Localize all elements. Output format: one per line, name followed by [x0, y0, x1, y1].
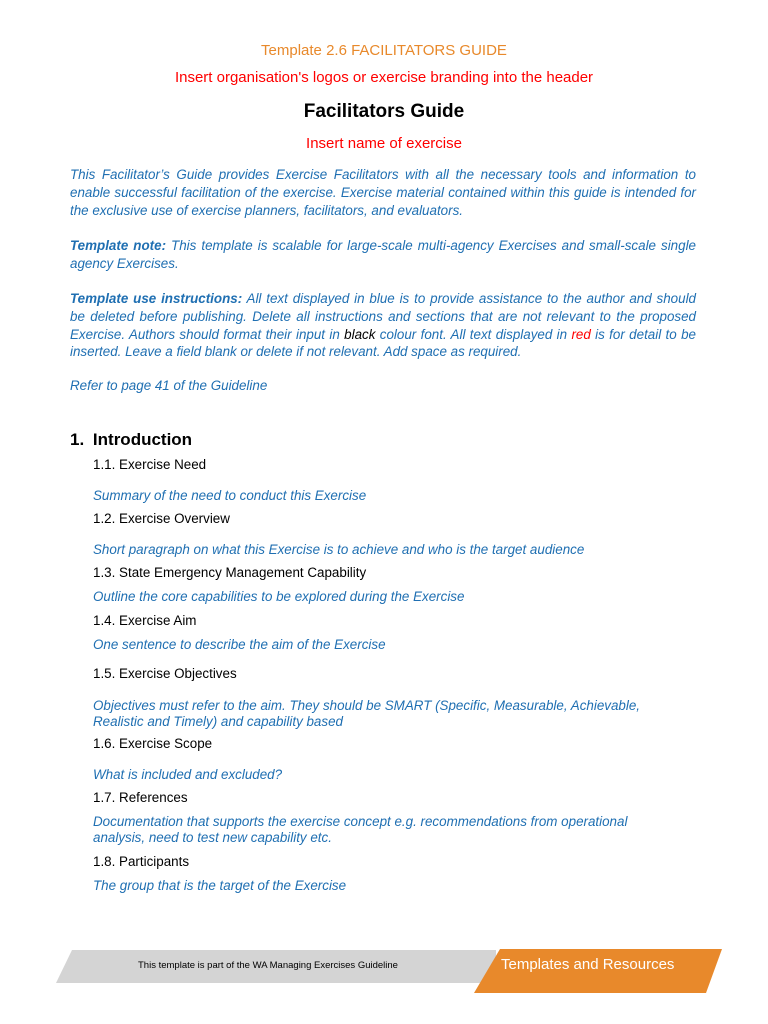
subsection-note-1-5: Objectives must refer to the aim. They should be SMART (Specific, Measurable, Achievable, Realistic and Timely) and capability based	[93, 698, 641, 729]
subsection-note-1-6: What is included and excluded?	[93, 767, 283, 782]
subsection-note-1-7: Documentation that supports the exercise concept e.g. recommendations from operational analysis, need to test new capability etc.	[93, 814, 628, 845]
subsection-title-1-2: 1.2. Exercise Overview	[93, 511, 230, 526]
instructions-word-red: red	[571, 326, 591, 342]
page-title: Facilitators Guide	[303, 101, 465, 122]
guideline-reference: Refer to page 41 of the Guideline	[70, 378, 268, 393]
exercise-name-placeholder: Insert name of exercise	[306, 135, 462, 152]
subsection-title-1-7: 1.7. References	[93, 790, 188, 805]
subsection-title-1-4: 1.4. Exercise Aim	[93, 613, 197, 628]
subsection-title-1-3: 1.3. State Emergency Management Capability	[93, 565, 367, 580]
template-instructions-label: Template use instructions:	[70, 291, 243, 306]
subsection-note-1-2: Short paragraph on what this Exercise is to achieve and who is the target audience	[93, 542, 585, 557]
subsection-title-1-1: 1.1. Exercise Need	[93, 457, 207, 472]
template-note-label: Template note:	[70, 238, 167, 253]
footer-badge-text: Templates and Resources	[501, 956, 675, 973]
template-label: Template 2.6 FACILITATORS GUIDE	[261, 42, 507, 59]
intro-paragraph: This Facilitator’s Guide provides Exercise Facilitators with all the necessary tools and information to enable successful facilitation of the exercise. Exercise material contained within this guide is intended for the exclusive use of exercise planners, facilitators, and evaluators.	[70, 167, 696, 218]
subsection-title-1-8: 1.8. Participants	[93, 854, 190, 869]
instructions-text-3: is for detail to be inserted. Leave a field blank or delete if not relevant. Add space as required.	[70, 326, 696, 360]
subsection-title-1-5: 1.5. Exercise Objectives	[93, 666, 237, 681]
section-number: 1.	[70, 430, 85, 449]
branding-instruction: Insert organisation's logos or exercise branding into the header	[174, 69, 594, 86]
instructions-text-2: colour font. All text displayed in	[375, 326, 572, 342]
subsection-title-1-6: 1.6. Exercise Scope	[93, 736, 213, 751]
subsection-note-1-4: One sentence to describe the aim of the Exercise	[93, 637, 386, 652]
subsection-note-1-8: The group that is the target of the Exercise	[93, 878, 347, 893]
subsection-note-1-1: Summary of the need to conduct this Exercise	[93, 488, 367, 503]
template-note	[70, 237, 696, 273]
section-heading	[70, 430, 192, 450]
subsection-note-1-3: Outline the core capabilities to be explored during the Exercise	[93, 589, 465, 604]
template-note-text: This template is scalable for large-scale multi-agency Exercises and small-scale single agency Exercises.	[70, 238, 696, 271]
instructions-text-1: All text displayed in blue is to provide assistance to the author and should be deleted before publishing. Delete all instructions and sections that are not relevant to the proposed Exercise. Authors should format their input in	[70, 291, 696, 342]
template-instructions	[70, 290, 696, 361]
instructions-word-black: black	[344, 326, 376, 342]
footer-guideline-text: This template is part of the WA Managing Exercises Guideline	[138, 960, 398, 971]
section-title: Introduction	[92, 430, 193, 449]
